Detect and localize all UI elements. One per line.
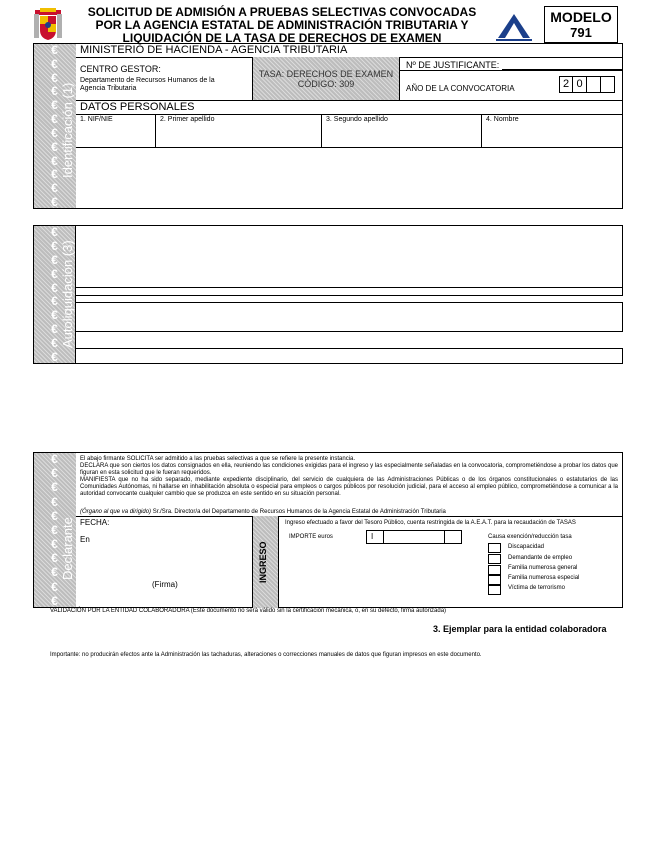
ingreso-label: INGRESO <box>258 541 268 583</box>
familia-numerosa-especial-label: Familia numerosa especial <box>508 575 580 581</box>
aeat-logo <box>492 10 536 42</box>
euro-icon: € <box>51 308 58 323</box>
euro-icon: € <box>51 322 58 337</box>
modelo-box <box>544 6 618 43</box>
euro-icon: € <box>51 139 58 154</box>
declara-paragraph: DECLARA que son ciertos los datos consignados en ella, reuniendo las condiciones exigidas para el ingreso y las especialmente señaladas en la convocatoria, comprometiéndose a probar los datos que figuran en esta solicitud que le fueran requeridos. <box>80 463 618 476</box>
euro-icon: € <box>51 280 58 295</box>
euro-icon: € <box>51 508 58 523</box>
euro-icon: € <box>51 537 58 552</box>
centro-gestor-value: Departamento de Recursos Humanos de la Agencia Tributaria <box>80 77 215 92</box>
primer-apellido-label: 2. Primer apellido <box>160 116 215 123</box>
firma-label: (Firma) <box>152 580 178 589</box>
fecha-label: FECHA: <box>80 518 110 527</box>
anio-label: AÑO DE LA CONVOCATORIA <box>406 84 515 93</box>
tasa-box <box>252 57 400 100</box>
divider <box>400 70 623 71</box>
spain-coat-of-arms-logo <box>32 8 64 42</box>
ministry-header: MINISTERIO DE HACIENDA - AGENCIA TRIBUTARIA <box>80 44 348 56</box>
tasa-codigo: CÓDIGO: 309 <box>297 79 355 89</box>
euro-icon: € <box>51 70 58 85</box>
euro-icon: € <box>51 466 58 481</box>
euro-icon: € <box>51 349 58 364</box>
euro-icon: € <box>51 565 58 580</box>
ejemplar-label: 3. Ejemplar para la entidad colaboradora <box>433 624 607 634</box>
ingreso-text: Ingreso efectuado a favor del Tesoro Público, cuenta restringida de la A.E.A.T. para la recaudación de TASAS <box>285 520 576 526</box>
euro-icon: € <box>51 452 58 467</box>
demandante-empleo-checkbox[interactable] <box>488 554 501 564</box>
organo-line <box>80 509 620 516</box>
euro-icon: € <box>51 494 58 509</box>
year-boxes <box>559 76 617 93</box>
year-digit-box[interactable]: 2 <box>559 76 573 93</box>
nombre-label: 4. Nombre <box>486 116 519 123</box>
euro-icon: € <box>51 195 58 210</box>
euro-icon: € <box>51 336 58 351</box>
euro-icon: € <box>51 167 58 182</box>
organo-label: (Órgano al que va dirigido) <box>80 509 152 515</box>
modelo-number: 791 <box>570 25 592 40</box>
importe-prefix: I <box>371 532 374 541</box>
organo-value: Sr./Sra. Director/a del Departamento de Recursos Humanos de la Agencia Estatal de Administración Tributaria <box>152 509 446 515</box>
discapacidad-checkbox[interactable] <box>488 543 501 553</box>
datos-personales-heading: DATOS PERSONALES <box>80 101 195 113</box>
euro-icon: € <box>51 181 58 196</box>
autoliquidacion-frame <box>33 225 76 364</box>
tasa-label: TASA: DERECHOS DE EXAMEN <box>258 69 394 79</box>
manifiesta-paragraph: MANIFIESTA que no ha sido separado, mediante expediente disciplinario, del servicio de cualquiera de las Administraciones Públicas o de los órganos constitucionales o estatutarios de las Comunidades Autónomas, ni hallarse en inhabilitación absoluta o especial para empleos o cargos públicos por resolución judicial, para el acceso al empleo público, comprometiéndose a comunicar a la autoridad convocante cualquier cambio que se produzca en este sentido en su situación personal. <box>80 477 618 497</box>
euro-icon: € <box>51 266 58 281</box>
form-title: SOLICITUD DE ADMISIÓN A PRUEBAS SELECTIVAS CONVOCADAS POR LA AGENCIA ESTATAL DE ADMINISTRACIÓN TRIBUTARIA Y LIQUIDACIÓN DE LA TASA DE DERECHOS DE EXAMEN <box>87 5 477 45</box>
euro-icon: € <box>51 125 58 140</box>
euro-icon: € <box>51 153 58 168</box>
euro-icon: € <box>51 84 58 99</box>
importe-separator <box>444 530 445 544</box>
euro-icon: € <box>51 98 58 113</box>
segundo-apellido-label: 3. Segundo apellido <box>326 116 388 123</box>
discapacidad-label: Discapacidad <box>508 544 545 550</box>
familia-numerosa-especial-checkbox[interactable] <box>488 575 501 585</box>
declarante-section-label: Declarante <box>60 517 75 580</box>
euro-icon: € <box>51 522 58 537</box>
demandante-empleo-label: Demandante de empleo <box>508 555 573 561</box>
nif-label: 1. NIF/NIE <box>80 116 113 123</box>
lugar-label: En <box>80 535 90 544</box>
euro-icon: € <box>51 112 58 127</box>
familia-numerosa-general-checkbox[interactable] <box>488 565 501 575</box>
centro-gestor-label: CENTRO GESTOR: <box>80 64 161 74</box>
autoliquidacion-box-1[interactable] <box>76 225 623 288</box>
importe-separator <box>383 530 384 544</box>
euro-icon: € <box>51 42 58 57</box>
euro-icon: € <box>51 579 58 594</box>
solicita-paragraph: El abajo firmante SOLICITA ser admitido a las pruebas selectivas a que se refiere la presente instancia. <box>80 456 356 462</box>
euro-icon: € <box>51 551 58 566</box>
euro-icon: € <box>51 238 58 253</box>
autoliquidacion-section-label: Autoliquidación (3) <box>60 240 75 348</box>
year-digit-box[interactable] <box>601 76 615 93</box>
euro-icon: € <box>51 593 58 608</box>
euro-icon: € <box>51 480 58 495</box>
euro-icon: € <box>51 224 58 239</box>
modelo-label: MODELO <box>550 9 612 25</box>
euro-icon: € <box>51 56 58 71</box>
importante-note: Importante: no producirán efectos ante la Administración las tachaduras, alteraciones o correcciones manuales de datos que figuran impresos en este documento. <box>50 652 482 658</box>
validacion-note: VALIDACIÓN POR LA ENTIDAD COLABORADORA (Este documento no será válido sin la certificación mecánica, o, en su defecto, firma autorizada) <box>50 608 447 614</box>
victima-terrorismo-checkbox[interactable] <box>488 585 501 595</box>
victima-terrorismo-label: Víctima de terrorismo <box>508 585 566 591</box>
declaration-text <box>80 456 618 498</box>
autoliquidacion-box-3[interactable] <box>76 348 623 364</box>
divider <box>76 147 623 148</box>
identificacion-section-label: Identificación (1) <box>60 82 75 178</box>
importe-label: IMPORTE euros <box>289 534 333 540</box>
divider <box>76 516 623 517</box>
justificante-label: Nº DE JUSTIFICANTE: <box>406 60 500 70</box>
year-digit-box[interactable]: 0 <box>573 76 587 93</box>
autoliquidacion-box-2[interactable] <box>76 302 623 332</box>
year-digit-box[interactable] <box>587 76 601 93</box>
euro-icon: € <box>51 294 58 309</box>
causa-label: Causa exención/reducción tasa <box>488 534 572 540</box>
importe-field[interactable] <box>366 530 462 544</box>
autoliquidacion-box-1-line <box>76 288 623 296</box>
euro-icon: € <box>51 252 58 267</box>
familia-numerosa-general-label: Familia numerosa general <box>508 565 578 571</box>
